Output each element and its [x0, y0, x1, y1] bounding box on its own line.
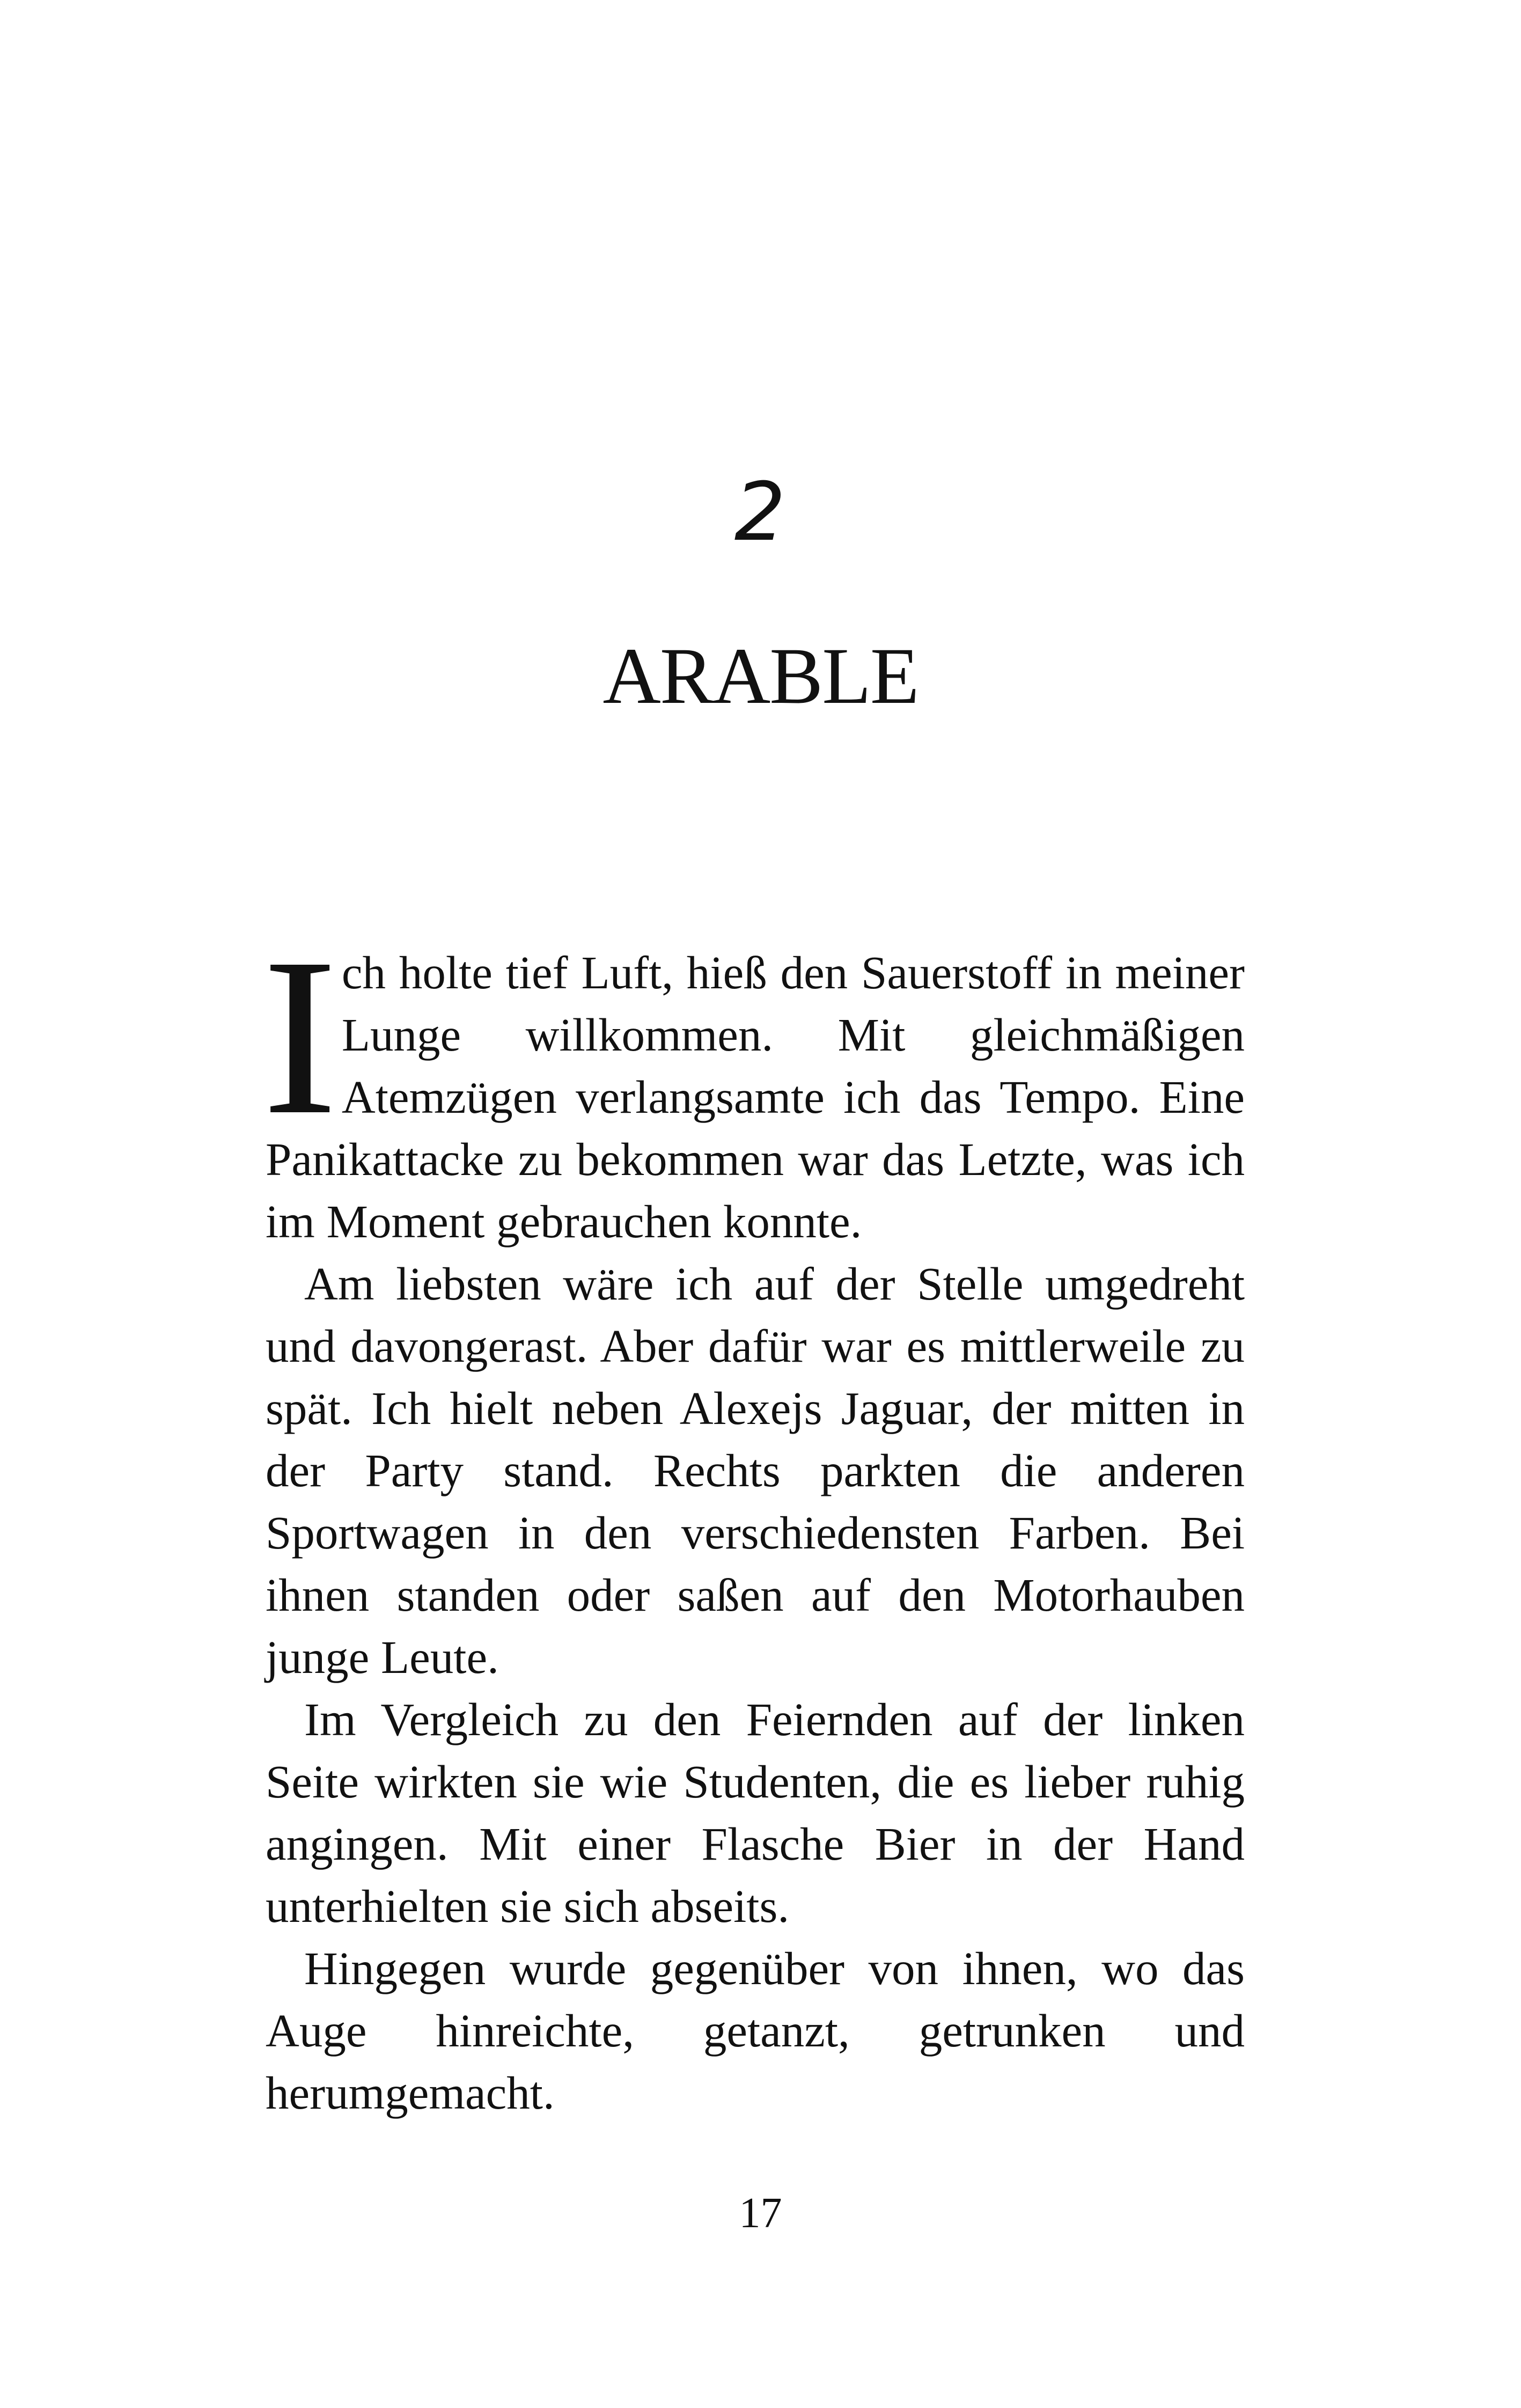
page-number: 17 [739, 2190, 782, 2237]
drop-cap: I [262, 912, 337, 1161]
chapter-body [262, 912, 1245, 2124]
paragraph-1-text: ch holte tief Luft, hieß den Sauerstoff in meiner Lunge willkommen. Mit gleichmäßigen Atemzügen verlangsamte ich das Tempo. Eine Panikattacke zu bekommen war das Letzte, was ich im Moment gebrauchen konnte. [266, 946, 1245, 1247]
paragraph-2: Am liebsten wäre ich auf der Stelle umgedreht und davongerast. Aber dafür war es mittlerweile zu spät. Ich hielt neben Alexejs Jaguar, der mitten in der Party stand. Rechts parkten die anderen Sportwagen in den verschiedensten Farben. Bei ihnen standen oder saßen auf den Motorhauben junge Leute. [266, 1258, 1245, 1683]
paragraph-4: Hingegen wurde gegenüber von ihnen, wo das Auge hinreichte, getanzt, getrunken und herumgemacht. [266, 1942, 1245, 2119]
paragraph-1 [262, 912, 1245, 1253]
paragraph-3: Im Vergleich zu den Feiernden auf der linken Seite wirkten sie wie Studenten, die es lieber ruhig angingen. Mit einer Flasche Bier in der Hand unterhielten sie sich abseits. [266, 1693, 1245, 1932]
chapter-title: ARABLE [602, 632, 919, 721]
chapter-number: 2 [734, 466, 787, 559]
